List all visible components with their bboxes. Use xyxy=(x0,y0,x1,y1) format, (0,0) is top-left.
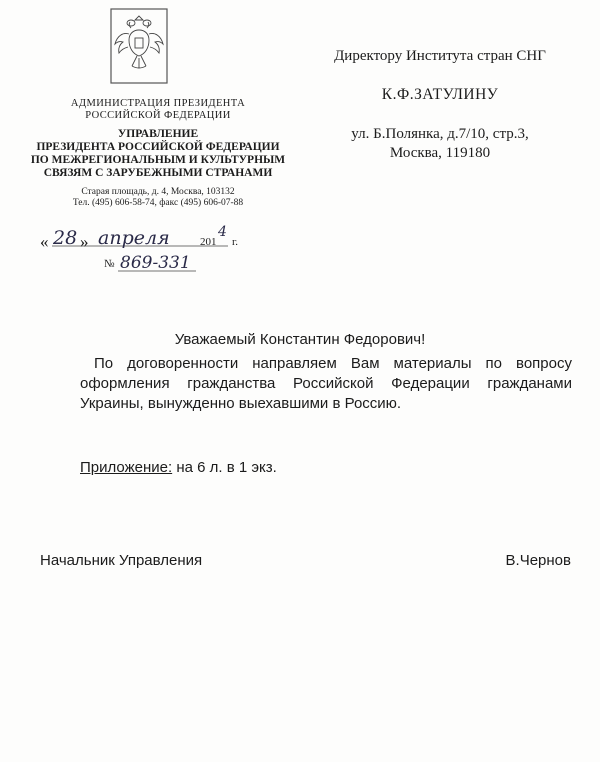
letter-body xyxy=(80,354,572,414)
recipient-address xyxy=(300,125,580,163)
date-day: 28 xyxy=(53,227,78,249)
signatory-name: В.Чернов xyxy=(505,552,571,569)
reg-prefix: № xyxy=(104,258,115,270)
registration-number xyxy=(104,253,204,277)
sender-block xyxy=(30,98,286,209)
recipient-name: К.Ф.ЗАТУЛИНУ xyxy=(381,86,499,103)
administration-line: АДМИНИСТРАЦИЯ ПРЕЗИДЕНТА xyxy=(70,98,246,109)
signatory-position: Начальник Управления xyxy=(40,552,203,569)
date-month: апреля xyxy=(98,227,170,249)
reg-value: 869-331 xyxy=(120,253,191,273)
recipient-address-line: ул. Б.Полянка, д.7/10, стр.3, xyxy=(351,126,529,142)
attachment-text: на 6 л. в 1 экз. xyxy=(172,459,277,476)
department-line: УПРАВЛЕНИЕ xyxy=(117,128,199,140)
attachment-line xyxy=(80,459,277,476)
sender-phone: Тел. (495) 606-58-74, факс (495) 606-07-88 xyxy=(72,198,244,208)
date-close-quote: » xyxy=(80,232,89,251)
administration-line: РОССИЙСКОЙ ФЕДЕРАЦИИ xyxy=(85,110,231,121)
department-name xyxy=(30,128,286,180)
department-line: СВЯЗЯМ С ЗАРУБЕЖНЫМИ СТРАНАМИ xyxy=(43,167,273,179)
date-open-quote: « xyxy=(40,232,49,251)
attachment-label: Приложение: xyxy=(80,459,173,476)
sender-address: Старая площадь, д. 4, Москва, 103132 xyxy=(81,187,235,197)
date-year-prefix: 201 xyxy=(200,236,217,248)
date-year-suffix: г. xyxy=(232,236,239,248)
recipient-position: Директору Института стран СНГ xyxy=(334,48,546,64)
salutation: Уважаемый Константин Федорович! xyxy=(174,331,426,348)
date-year-digit: 4 xyxy=(218,224,227,240)
date-line xyxy=(40,224,260,256)
department-line: ПРЕЗИДЕНТА РОССИЙСКОЙ ФЕДЕРАЦИИ xyxy=(36,141,280,153)
department-line: ПО МЕЖРЕГИОНАЛЬНЫМ И КУЛЬТУРНЫМ xyxy=(30,154,286,166)
coat-of-arms-emblem xyxy=(110,8,168,84)
body-paragraph: По договоренности направляем Вам материалы по вопросу оформления гражданства Российской Федерации гражданами Украины, вынужденно выехавшими в Россию. xyxy=(80,355,572,412)
recipient-address-line: Москва, 119180 xyxy=(389,145,491,161)
